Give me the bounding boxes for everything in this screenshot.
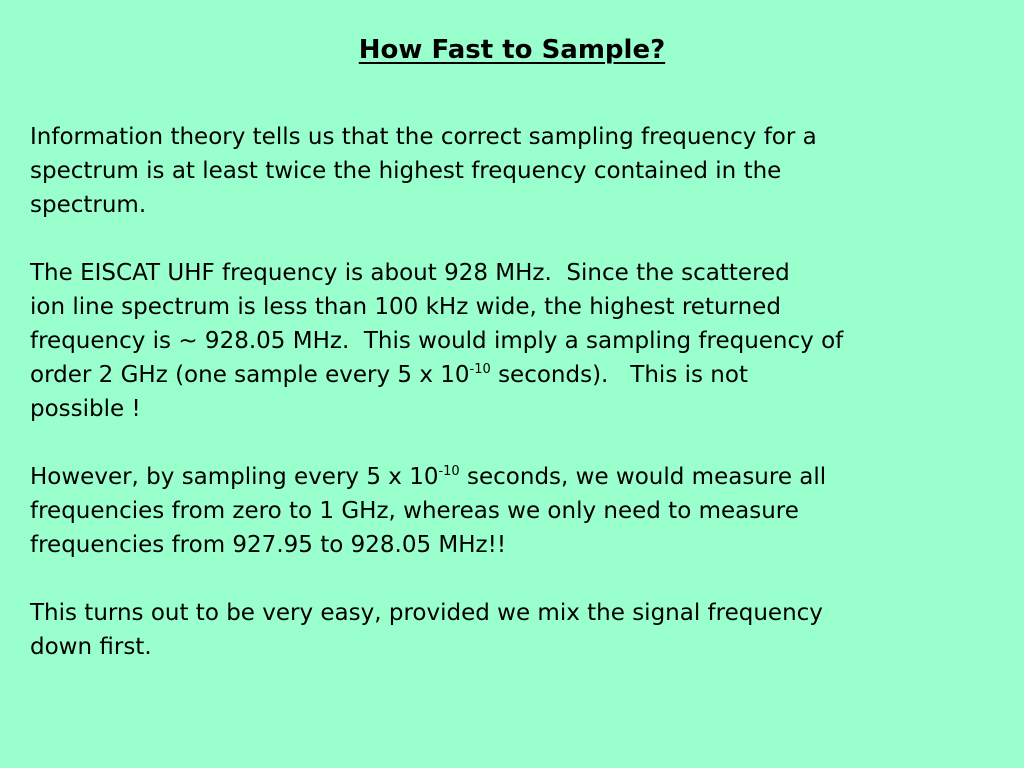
text-segment: However, by sampling every 5 x 10 (30, 464, 439, 490)
slide-title: How Fast to Sample? (358, 35, 666, 65)
text-line: ion line spectrum is less than 100 kHz wide, the highest returned (30, 294, 781, 320)
paragraph-gap (30, 426, 990, 460)
text-line: Information theory tells us that the correct sampling frequency for a (30, 124, 817, 150)
exponent: -10 (438, 464, 460, 479)
text-segment: seconds). This is not (490, 362, 748, 388)
text-line (30, 358, 990, 392)
text-line (30, 460, 990, 494)
text-line: frequency is ~ 928.05 MHz. This would imply a sampling frequency of (30, 328, 844, 354)
paragraph-sampling-theory (30, 120, 990, 222)
text-line: down first. (30, 634, 152, 660)
paragraph-sampling-range (30, 460, 990, 562)
text-line: frequencies from 927.95 to 928.05 MHz!! (30, 532, 507, 558)
text-segment: order 2 GHz (one sample every 5 x 10 (30, 362, 470, 388)
paragraph-conclusion (30, 596, 990, 664)
exponent: -10 (469, 362, 491, 377)
text-segment: seconds, we would measure all (459, 464, 827, 490)
text-line: possible ! (30, 396, 141, 422)
paragraph-gap (30, 222, 990, 256)
text-line: The EISCAT UHF frequency is about 928 MHz. Since the scattered (30, 260, 790, 286)
paragraph-gap (30, 562, 990, 596)
slide-body (30, 120, 990, 664)
paragraph-eiscat-frequency (30, 256, 990, 426)
text-line: spectrum is at least twice the highest frequency contained in the (30, 158, 782, 184)
text-line: frequencies from zero to 1 GHz, whereas we only need to measure (30, 498, 799, 524)
text-line: spectrum. (30, 192, 147, 218)
text-line: This turns out to be very easy, provided we mix the signal frequency (30, 600, 823, 626)
